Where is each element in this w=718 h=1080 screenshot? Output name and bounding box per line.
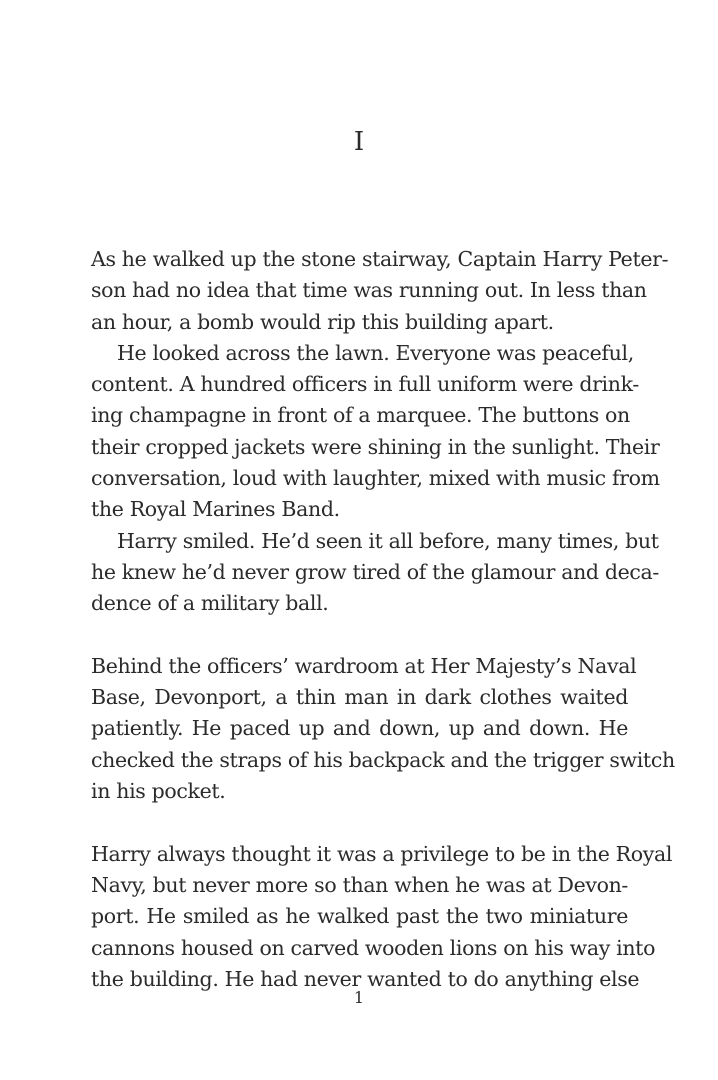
- text-line: their cropped jackets were shining in the sunlight. Their: [91, 434, 660, 459]
- text-line: conversation, loud with laughter, mixed with music from: [91, 466, 660, 491]
- text-line: the building. He had never wanted to do anything else: [91, 966, 640, 991]
- paragraph-1: [91, 244, 669, 338]
- paragraph-3: [91, 526, 660, 620]
- text-line: checked the straps of his backpack and the trigger switch: [91, 747, 675, 772]
- text-line: As he walked up the stone stairway, Captain Harry Peter-: [91, 247, 669, 271]
- section-break: [91, 620, 628, 651]
- text-line: dence of a military ball.: [91, 591, 329, 616]
- text-line: port. He smiled as he walked past the two miniature: [91, 904, 628, 929]
- section-break: [91, 807, 628, 838]
- text-line: Navy, but never more so than when he was at Devon-: [91, 872, 628, 897]
- text-line: ing champagne in front of a marquee. The buttons on: [91, 403, 630, 428]
- text-line: Harry smiled. He’d seen it all before, many times, but: [117, 528, 659, 553]
- page-number: 1: [353, 988, 365, 1007]
- text-line: son had no idea that time was running out. In less than: [91, 278, 647, 303]
- text-line: an hour, a bomb would rip this building apart.: [91, 309, 554, 334]
- chapter-number: I: [353, 127, 365, 157]
- text-line: the Royal Marines Band.: [91, 497, 340, 522]
- paragraph-5: [91, 839, 673, 995]
- text-line: Harry always thought it was a privilege to be in the Royal: [91, 841, 673, 866]
- text-line: Base, Devonport, a thin man in dark clothes waited: [91, 685, 628, 710]
- text-line: patiently. He paced up and down, up and down. He: [91, 716, 628, 741]
- body-text: [91, 244, 675, 995]
- text-line: Behind the officers’ wardroom at Her Majesty’s Naval: [91, 653, 637, 678]
- paragraph-2: [91, 338, 660, 526]
- paragraph-4: [91, 651, 675, 807]
- text-line: in his pocket.: [91, 779, 226, 804]
- text-line: he knew he’d never grow tired of the glamour and deca-: [91, 559, 660, 584]
- text-line: He looked across the lawn. Everyone was peaceful,: [117, 340, 634, 365]
- text-line: content. A hundred officers in full uniform were drink-: [91, 372, 639, 397]
- text-line: cannons housed on carved wooden lions on his way into: [91, 935, 656, 960]
